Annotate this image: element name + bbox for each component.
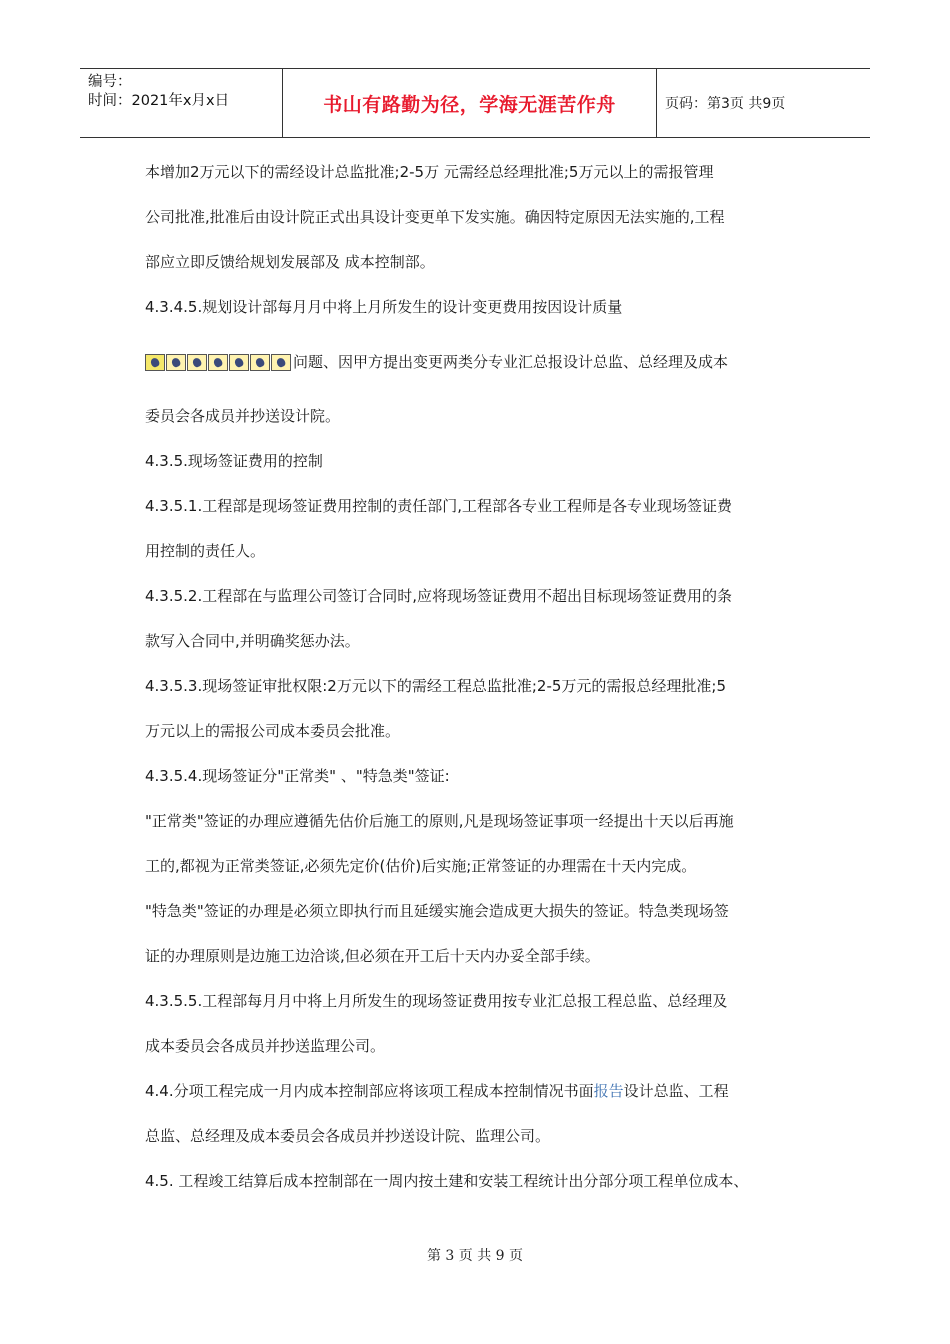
pen-icon — [271, 354, 291, 371]
text-line: 总监、总经理及成本委员会各成员并抄送设计院、监理公司。 — [145, 1127, 551, 1145]
time-label: 时间：2021年x月x日 — [88, 93, 230, 109]
text-line: "特急类"签证的办理是必须立即执行而且延缓实施会造成更大损失的签证。特急类现场签 — [145, 902, 729, 920]
document-body — [145, 150, 825, 1204]
embedded-icon-strip — [145, 354, 291, 371]
text-line: 工的,都视为正常类签证,必须先定价(估价)后实施;正常签证的办理需在十天内完成。 — [145, 857, 697, 875]
text-line: 公司批准,批准后由设计院正式出具设计变更单下发实施。确因特定原因无法实施的,工程 — [145, 208, 725, 226]
pen-icon — [250, 354, 270, 371]
pen-icon — [229, 354, 249, 371]
text-span: 4.4.分项工程完成一月内成本控制部应将该项工程成本控制情况书面 — [145, 1082, 594, 1100]
clause-4-3-5-4: 4.3.5.4.现场签证分"正常类" 、"特急类"签证: — [145, 767, 450, 785]
clause-4-3-5-3: 4.3.5.3.现场签证审批权限:2万元以下的需经工程总监批准;2-5万元的需报总经理批准;5 — [145, 677, 726, 695]
text-line: 款写入合同中,并明确奖惩办法。 — [145, 632, 360, 650]
header-motto-cell — [282, 69, 657, 137]
header-meta — [80, 69, 282, 137]
clause-4-3-5-1: 4.3.5.1.工程部是现场签证费用控制的责任部门,工程部各专业工程师是各专业现场签证费 — [145, 497, 733, 515]
report-link[interactable]: 报告 — [593, 1082, 624, 1100]
clause-4-3-4-5: 4.3.4.5.规划设计部每月月中将上月所发生的设计变更费用按因设计质量 — [145, 298, 623, 316]
text-span: 设计总监、工程 — [623, 1082, 729, 1100]
document-header — [80, 68, 870, 138]
text-line: 委员会各成员并抄送设计院。 — [145, 407, 341, 425]
text-line: 用控制的责任人。 — [145, 542, 266, 560]
text-line: 万元以上的需报公司成本委员会批准。 — [145, 722, 401, 740]
clause-4-3-5-5: 4.3.5.5.工程部每月月中将上月所发生的现场签证费用按专业汇总报工程总监、总经理及 — [145, 992, 728, 1010]
page-footer: 第 3 页 共 9 页 — [426, 1248, 524, 1264]
text-line: 成本委员会各成员并抄送监理公司。 — [145, 1037, 386, 1055]
text-line: 部应立即反馈给规划发展部及 成本控制部。 — [145, 253, 435, 271]
pen-icon — [208, 354, 228, 371]
section-4-3-5-heading: 4.3.5.现场签证费用的控制 — [145, 452, 323, 470]
pen-icon — [187, 354, 207, 371]
text-span: 问题、因甲方提出变更两类分专业汇总报设计总监、总经理及成本 — [293, 353, 729, 371]
pen-icon — [145, 354, 165, 371]
text-line: 证的办理原则是边施工边洽谈,但必须在开工后十天内办妥全部手续。 — [145, 947, 600, 965]
text-line-with-icons — [145, 330, 825, 394]
header-page-cell — [657, 69, 870, 137]
pen-icon — [166, 354, 186, 371]
text-line: 本增加2万元以下的需经设计总监批准;2-5万 元需经总经理批准;5万元以上的需报管理 — [145, 163, 714, 181]
page-label: 页码：第3页 共9页 — [665, 96, 786, 112]
number-label: 编号： — [88, 74, 132, 90]
text-line: "正常类"签证的办理应遵循先估价后施工的原则,凡是现场签证事项一经提出十天以后再施 — [145, 812, 734, 830]
clause-4-5: 4.5. 工程竣工结算后成本控制部在一周内按土建和安装工程统计出分部分项工程单位成本、 — [145, 1172, 749, 1190]
clause-4-3-5-2: 4.3.5.2.工程部在与监理公司签订合同时,应将现场签证费用不超出目标现场签证费用的条 — [145, 587, 733, 605]
clause-4-4 — [145, 1069, 825, 1114]
motto: 书山有路勤为径，学海无涯苦作舟 — [323, 93, 616, 116]
